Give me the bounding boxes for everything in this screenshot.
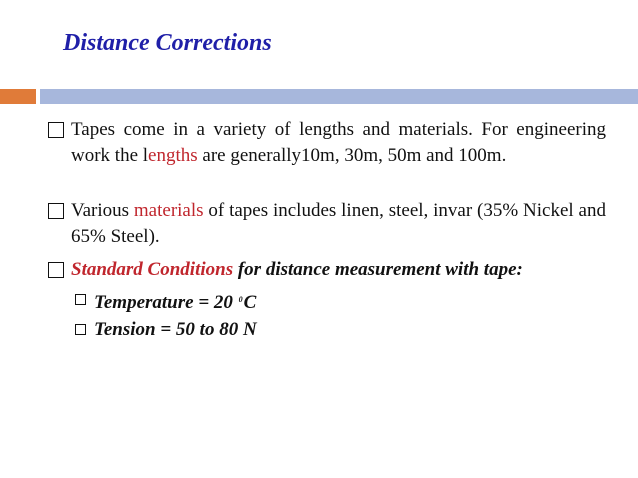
temperature-label: Temperature = 20: [94, 292, 238, 313]
sub-bullet-icon: [75, 324, 86, 335]
sub-item-temperature: [94, 287, 256, 316]
square-bullet-icon: [48, 262, 64, 278]
bullet-2-text-a: Various: [71, 200, 134, 221]
bullet-1-highlight: engths: [148, 145, 198, 166]
temperature-unit: C: [243, 292, 257, 313]
sub-item-tension: Tension = 50 to 80 N: [94, 319, 257, 340]
bullet-3-highlight: Standard Conditions: [71, 259, 234, 280]
degree-mark: 0: [238, 295, 243, 304]
bullet-3-text: [71, 257, 606, 283]
bullet-2-highlight: materials: [133, 200, 204, 221]
bullet-2-text-b: of tapes includes linen, steel, invar (35% Nickel and 65% Steel).: [71, 200, 606, 247]
sub-bullet-icon: [75, 294, 86, 305]
square-bullet-icon: [48, 203, 64, 219]
bullet-1-text-b: are generally10m, 30m, 50m and 100m.: [197, 145, 507, 166]
slide-title: Distance Corrections: [63, 30, 272, 56]
title-rule: [40, 89, 638, 104]
bullet-3-text: for distance measurement with tape:: [233, 259, 523, 280]
bullet-1-text-a: Tapes come in a variety of lengths and materials. For engineering work the l: [71, 119, 606, 166]
title-rule-accent: [0, 89, 36, 104]
square-bullet-icon: [48, 122, 64, 138]
bullet-1-text: [71, 117, 606, 169]
bullet-2-text: [71, 198, 606, 250]
